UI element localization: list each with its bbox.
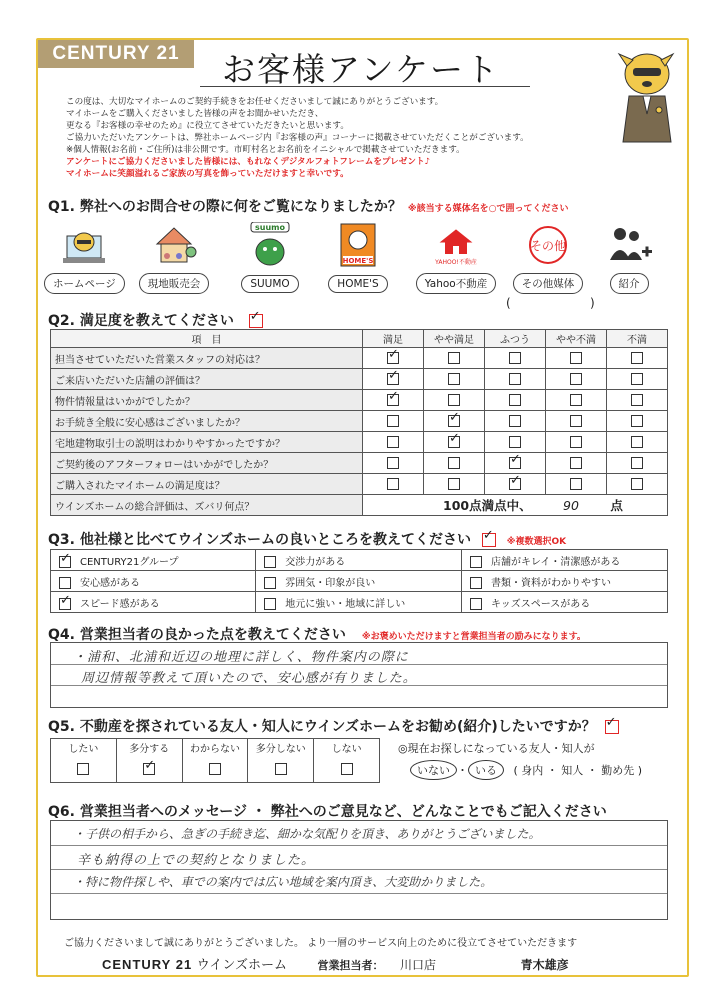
q2-title: Q2. 満足度を教えてください ✓ xyxy=(48,310,263,330)
media-label: 紹介 xyxy=(610,273,649,294)
table-row xyxy=(51,550,668,571)
rating-cell xyxy=(546,348,607,369)
friend-detail: ( 身内 ・ 知人 ・ 勤め先 ) xyxy=(513,764,643,777)
media-referral[interactable] xyxy=(594,222,664,294)
rating-cell xyxy=(363,474,424,495)
rating-checkbox[interactable] xyxy=(448,436,460,448)
recommend-option-label: 多分する xyxy=(116,739,182,757)
score-question: ウインズホームの総合評価は、ズバリ何点？ xyxy=(51,495,363,516)
rating-cell xyxy=(546,369,607,390)
footer-company: ウインズホーム xyxy=(196,958,287,973)
media-suumo[interactable] xyxy=(230,222,310,293)
rating-cell xyxy=(363,432,424,453)
rating-cell xyxy=(607,369,668,390)
q3-title: Q3. 他社様と比べてウインズホームの良いところを教えてください ✓ ※複数選択OK xyxy=(48,529,566,549)
option-checkbox[interactable] xyxy=(264,598,276,610)
footer-staff-name: 青木雄彦 xyxy=(520,958,569,972)
mascot-dog-icon xyxy=(607,44,685,144)
rating-checkbox[interactable] xyxy=(387,478,399,490)
house-family-icon xyxy=(149,222,199,268)
friend-yes-option[interactable]: いる xyxy=(468,760,504,780)
recommend-option-cell xyxy=(51,757,117,783)
page-title: お客様アンケート xyxy=(222,50,501,89)
option-checkbox[interactable] xyxy=(59,598,71,610)
rating-cell xyxy=(607,390,668,411)
rating-checkbox[interactable] xyxy=(387,394,399,406)
rating-cell xyxy=(607,348,668,369)
rating-cell xyxy=(424,474,485,495)
rating-cell xyxy=(363,453,424,474)
rating-cell xyxy=(363,411,424,432)
option-cell xyxy=(256,592,462,613)
friend-answer: いない ・ いる ( 身内 ・ 知人 ・ 勤め先 ) xyxy=(410,760,642,780)
other-paren-close: ) xyxy=(590,296,595,310)
recommend-checkbox[interactable] xyxy=(77,763,89,775)
media-homepage[interactable] xyxy=(44,222,124,294)
option-label: 安心感がある xyxy=(80,577,140,589)
homes-mascot-icon xyxy=(333,222,383,268)
col-item: 項 目 xyxy=(51,330,363,348)
homepage-mascot-icon xyxy=(59,222,109,268)
rating-checkbox[interactable] xyxy=(570,436,582,448)
option-cell xyxy=(51,550,256,571)
recommend-option-label: わからない xyxy=(182,739,248,757)
recommend-checkbox[interactable] xyxy=(275,763,287,775)
rating-cell xyxy=(424,411,485,432)
recommend-checkbox[interactable] xyxy=(209,763,221,775)
footer-store: 川口店 xyxy=(400,958,437,972)
title-underline xyxy=(200,86,530,87)
question-text: お手続き全般に安心感はございましたか？ xyxy=(51,411,363,432)
table-row xyxy=(51,432,668,453)
footer-signature xyxy=(102,954,569,973)
rating-cell xyxy=(607,432,668,453)
rating-checkbox[interactable] xyxy=(448,373,460,385)
rating-checkbox[interactable] xyxy=(509,478,521,490)
q3-options-table xyxy=(50,549,668,613)
rating-cell xyxy=(485,453,546,474)
recommend-checkbox[interactable] xyxy=(143,763,155,775)
option-checkbox[interactable] xyxy=(470,598,482,610)
rating-checkbox[interactable] xyxy=(509,373,521,385)
option-label: スピード感がある xyxy=(80,598,160,610)
rating-checkbox[interactable] xyxy=(570,457,582,469)
rating-cell xyxy=(485,411,546,432)
table-row xyxy=(51,348,668,369)
other-paren-open: ( xyxy=(506,296,511,310)
rating-checkbox[interactable] xyxy=(570,352,582,364)
option-label: CENTURY21グループ xyxy=(80,556,179,568)
q4-title: Q4. 営業担当者の良かった点を教えてください ※お褒めいただけますと営業担当者の励みになります。 xyxy=(48,627,586,643)
rating-checkbox[interactable] xyxy=(509,457,521,469)
rating-cell xyxy=(546,474,607,495)
q2-check-icon xyxy=(249,314,263,328)
option-checkbox[interactable] xyxy=(470,556,482,568)
option-cell xyxy=(461,550,667,571)
media-label: SUUMO xyxy=(241,275,298,293)
recommend-option-label: したい xyxy=(51,739,117,757)
media-other[interactable] xyxy=(508,222,588,294)
rating-checkbox[interactable] xyxy=(448,478,460,490)
rating-cell xyxy=(546,432,607,453)
option-cell xyxy=(256,571,462,592)
rating-checkbox[interactable] xyxy=(631,436,643,448)
rating-checkbox[interactable] xyxy=(448,394,460,406)
col-unsatisfied: 不満 xyxy=(607,330,668,348)
option-label: 店舗がキレイ・清潔感がある xyxy=(490,556,621,568)
rating-checkbox[interactable] xyxy=(509,436,521,448)
option-cell xyxy=(51,592,256,613)
score-cell: 100点満点中、 90 点 xyxy=(363,495,668,516)
option-checkbox[interactable] xyxy=(470,577,482,589)
media-open-house[interactable] xyxy=(134,222,214,294)
q6-title: Q6. 営業担当者へのメッセージ ・ 弊社へのご意見など、どんなことでもご記入ください xyxy=(48,804,607,820)
option-checkbox[interactable] xyxy=(59,556,71,568)
q5-options-table xyxy=(50,738,380,783)
media-label: HOME'S xyxy=(328,275,387,293)
col-somewhat-satisfied: やや満足 xyxy=(424,330,485,348)
friend-none-option[interactable]: いない xyxy=(410,760,457,780)
recommend-option-cell xyxy=(182,757,248,783)
recommend-option-label: しない xyxy=(314,739,380,757)
table-header-row xyxy=(51,330,668,348)
table-row xyxy=(51,592,668,613)
q2-satisfaction-table xyxy=(50,329,668,516)
people-plus-icon xyxy=(604,222,654,268)
q4-answer-line: ・浦和、北浦和近辺の地理に詳しく、物件案内の際に xyxy=(73,650,409,665)
recommend-option-cell xyxy=(116,757,182,783)
footer-brand: CENTURY 21 xyxy=(102,957,193,972)
rating-checkbox[interactable] xyxy=(448,415,460,427)
rating-checkbox[interactable] xyxy=(631,373,643,385)
recommend-option-label: 多分しない xyxy=(248,739,314,757)
rating-cell xyxy=(424,453,485,474)
score-row xyxy=(51,495,668,516)
option-cell xyxy=(461,571,667,592)
svg-text:HOME'S: HOME'S xyxy=(342,257,374,265)
question-text: 担当させていただいた営業スタッフの対応は？ xyxy=(51,348,363,369)
rating-checkbox[interactable] xyxy=(448,352,460,364)
q6-answer-line: ・子供の相手から、急ぎの手続き迄、細かな気配りを頂き、ありがとうございました。 xyxy=(73,827,541,841)
option-label: 書類・資料がわかりやすい xyxy=(490,577,611,589)
table-row xyxy=(51,474,668,495)
rating-checkbox[interactable] xyxy=(570,415,582,427)
century21-logo: CENTURY 21 xyxy=(38,40,194,68)
q6-answer-line: 辛も納得の上での契約となりました。 xyxy=(77,853,316,868)
rating-cell xyxy=(485,390,546,411)
table-row xyxy=(51,411,668,432)
rating-checkbox[interactable] xyxy=(631,394,643,406)
rating-checkbox[interactable] xyxy=(448,457,460,469)
rating-checkbox[interactable] xyxy=(387,415,399,427)
col-neutral: ふつう xyxy=(485,330,546,348)
rating-checkbox[interactable] xyxy=(631,478,643,490)
question-text: ご購入されたマイホームの満足度は？ xyxy=(51,474,363,495)
question-text: ご来店いただいた店舗の評価は？ xyxy=(51,369,363,390)
q5-title: Q5. 不動産を探されている友人・知人にウインズホームをお勧め(紹介)したいですか？ ✓ xyxy=(48,716,619,736)
rating-checkbox[interactable] xyxy=(387,352,399,364)
media-yahoo[interactable] xyxy=(408,222,504,294)
option-label: 雰囲気・印象が良い xyxy=(285,577,376,589)
rating-cell xyxy=(363,390,424,411)
table-row xyxy=(51,571,668,592)
recommend-option-cell xyxy=(314,757,380,783)
svg-text:その他: その他 xyxy=(529,239,567,253)
rating-cell xyxy=(424,432,485,453)
q5-check-icon xyxy=(605,720,619,734)
q1-title: Q1. 弊社へのお問合せの際に何をご覧になりましたか？ ※該当する媒体名を○で囲ってください xyxy=(48,199,569,215)
question-text: 宅地建物取引士の説明はわかりやすかったですか？ xyxy=(51,432,363,453)
sonota-stamp-icon xyxy=(523,222,573,268)
rating-cell xyxy=(363,369,424,390)
table-row xyxy=(51,453,668,474)
recommend-checkbox[interactable] xyxy=(341,763,353,775)
rating-checkbox[interactable] xyxy=(570,373,582,385)
rating-cell xyxy=(424,390,485,411)
rating-checkbox[interactable] xyxy=(509,352,521,364)
rating-cell xyxy=(485,369,546,390)
friend-question: ◎現在お探しになっている友人・知人が xyxy=(398,742,595,755)
rating-cell xyxy=(607,411,668,432)
media-label: その他媒体 xyxy=(513,273,584,294)
media-homes[interactable] xyxy=(318,222,398,293)
q4-answer-line: 周辺情報等教えて頂いたので、安心感が有りました。 xyxy=(81,671,417,686)
suumo-mascot-icon xyxy=(245,222,295,268)
recommend-option-cell xyxy=(248,757,314,783)
rating-cell xyxy=(485,474,546,495)
rating-checkbox[interactable] xyxy=(570,394,582,406)
col-satisfied: 満足 xyxy=(363,330,424,348)
q6-answer-line: ・特に物件探しや、車での案内では広い地域を案内頂き、大変助かりました。 xyxy=(73,875,493,889)
option-label: 交渉力がある xyxy=(285,556,346,568)
option-label: キッズスペースがある xyxy=(490,598,591,610)
rating-checkbox[interactable] xyxy=(387,457,399,469)
intro-text: この度は、大切なマイホームのご契約手続きをお任せくださいまして誠にありがとうございます。 マイホームをご購入くださいました皆様の声をお聞かせいただき、 更なる『お客様の幸せのため』に役立てさせていただきたいと思います。 ご協力いただいたアンケートは、弊社ホームページ内『お客様の声』コーナーに掲載させていただくことがございます。 ※個人情報(お名前・ご住所)は非公開です。市町村名とお名前をイニシャルで掲載させていただきます。 アンケートにご協力くださいました皆様には、もれなくデジタルフォトフレームをプレゼント♪ マイホームに笑顔溢れるご家族の写真を飾っていただけますと幸いです。 xyxy=(66,97,529,179)
rating-cell xyxy=(424,369,485,390)
option-checkbox[interactable] xyxy=(264,556,276,568)
rating-checkbox[interactable] xyxy=(631,352,643,364)
yahoo-house-icon xyxy=(429,222,483,268)
q3-check-icon xyxy=(482,533,496,547)
option-cell xyxy=(51,571,256,592)
rating-checkbox[interactable] xyxy=(509,394,521,406)
rating-cell xyxy=(546,411,607,432)
rating-checkbox[interactable] xyxy=(631,457,643,469)
question-text: ご契約後のアフターフォローはいかがでしたか？ xyxy=(51,453,363,474)
option-checkbox[interactable] xyxy=(264,577,276,589)
rating-checkbox[interactable] xyxy=(631,415,643,427)
table-row xyxy=(51,390,668,411)
rating-cell xyxy=(607,474,668,495)
media-label: 現地販売会 xyxy=(139,273,210,294)
rating-cell xyxy=(546,453,607,474)
question-text: 物件情報量はいかがでしたか？ xyxy=(51,390,363,411)
media-label: ホームページ xyxy=(44,273,125,294)
option-label: 地元に強い・地域に詳しい xyxy=(285,598,406,610)
media-label: Yahoo不動産 xyxy=(416,273,496,294)
rating-checkbox[interactable] xyxy=(570,478,582,490)
q4-answer-box[interactable] xyxy=(50,642,668,708)
rating-checkbox[interactable] xyxy=(387,373,399,385)
option-checkbox[interactable] xyxy=(59,577,71,589)
table-row xyxy=(51,369,668,390)
col-somewhat-unsatisfied: やや不満 xyxy=(546,330,607,348)
score-value[interactable]: 90 xyxy=(563,498,579,513)
rating-cell xyxy=(485,348,546,369)
svg-text:YAHOO!不動産: YAHOO!不動産 xyxy=(435,259,477,266)
rating-cell xyxy=(607,453,668,474)
svg-text:suumo: suumo xyxy=(255,223,285,232)
rating-cell xyxy=(546,390,607,411)
rating-cell xyxy=(424,348,485,369)
option-cell xyxy=(461,592,667,613)
rating-checkbox[interactable] xyxy=(387,436,399,448)
rating-cell xyxy=(363,348,424,369)
footer-thanks: ご協力くださいまして誠にありがとうございました。 より一層のサービス向上のために役立てさせていただきます xyxy=(64,938,578,949)
rating-cell xyxy=(485,432,546,453)
q6-answer-box[interactable] xyxy=(50,820,668,920)
footer-staff-label: 営業担当者： xyxy=(317,959,384,972)
rating-checkbox[interactable] xyxy=(509,415,521,427)
option-cell xyxy=(256,550,462,571)
